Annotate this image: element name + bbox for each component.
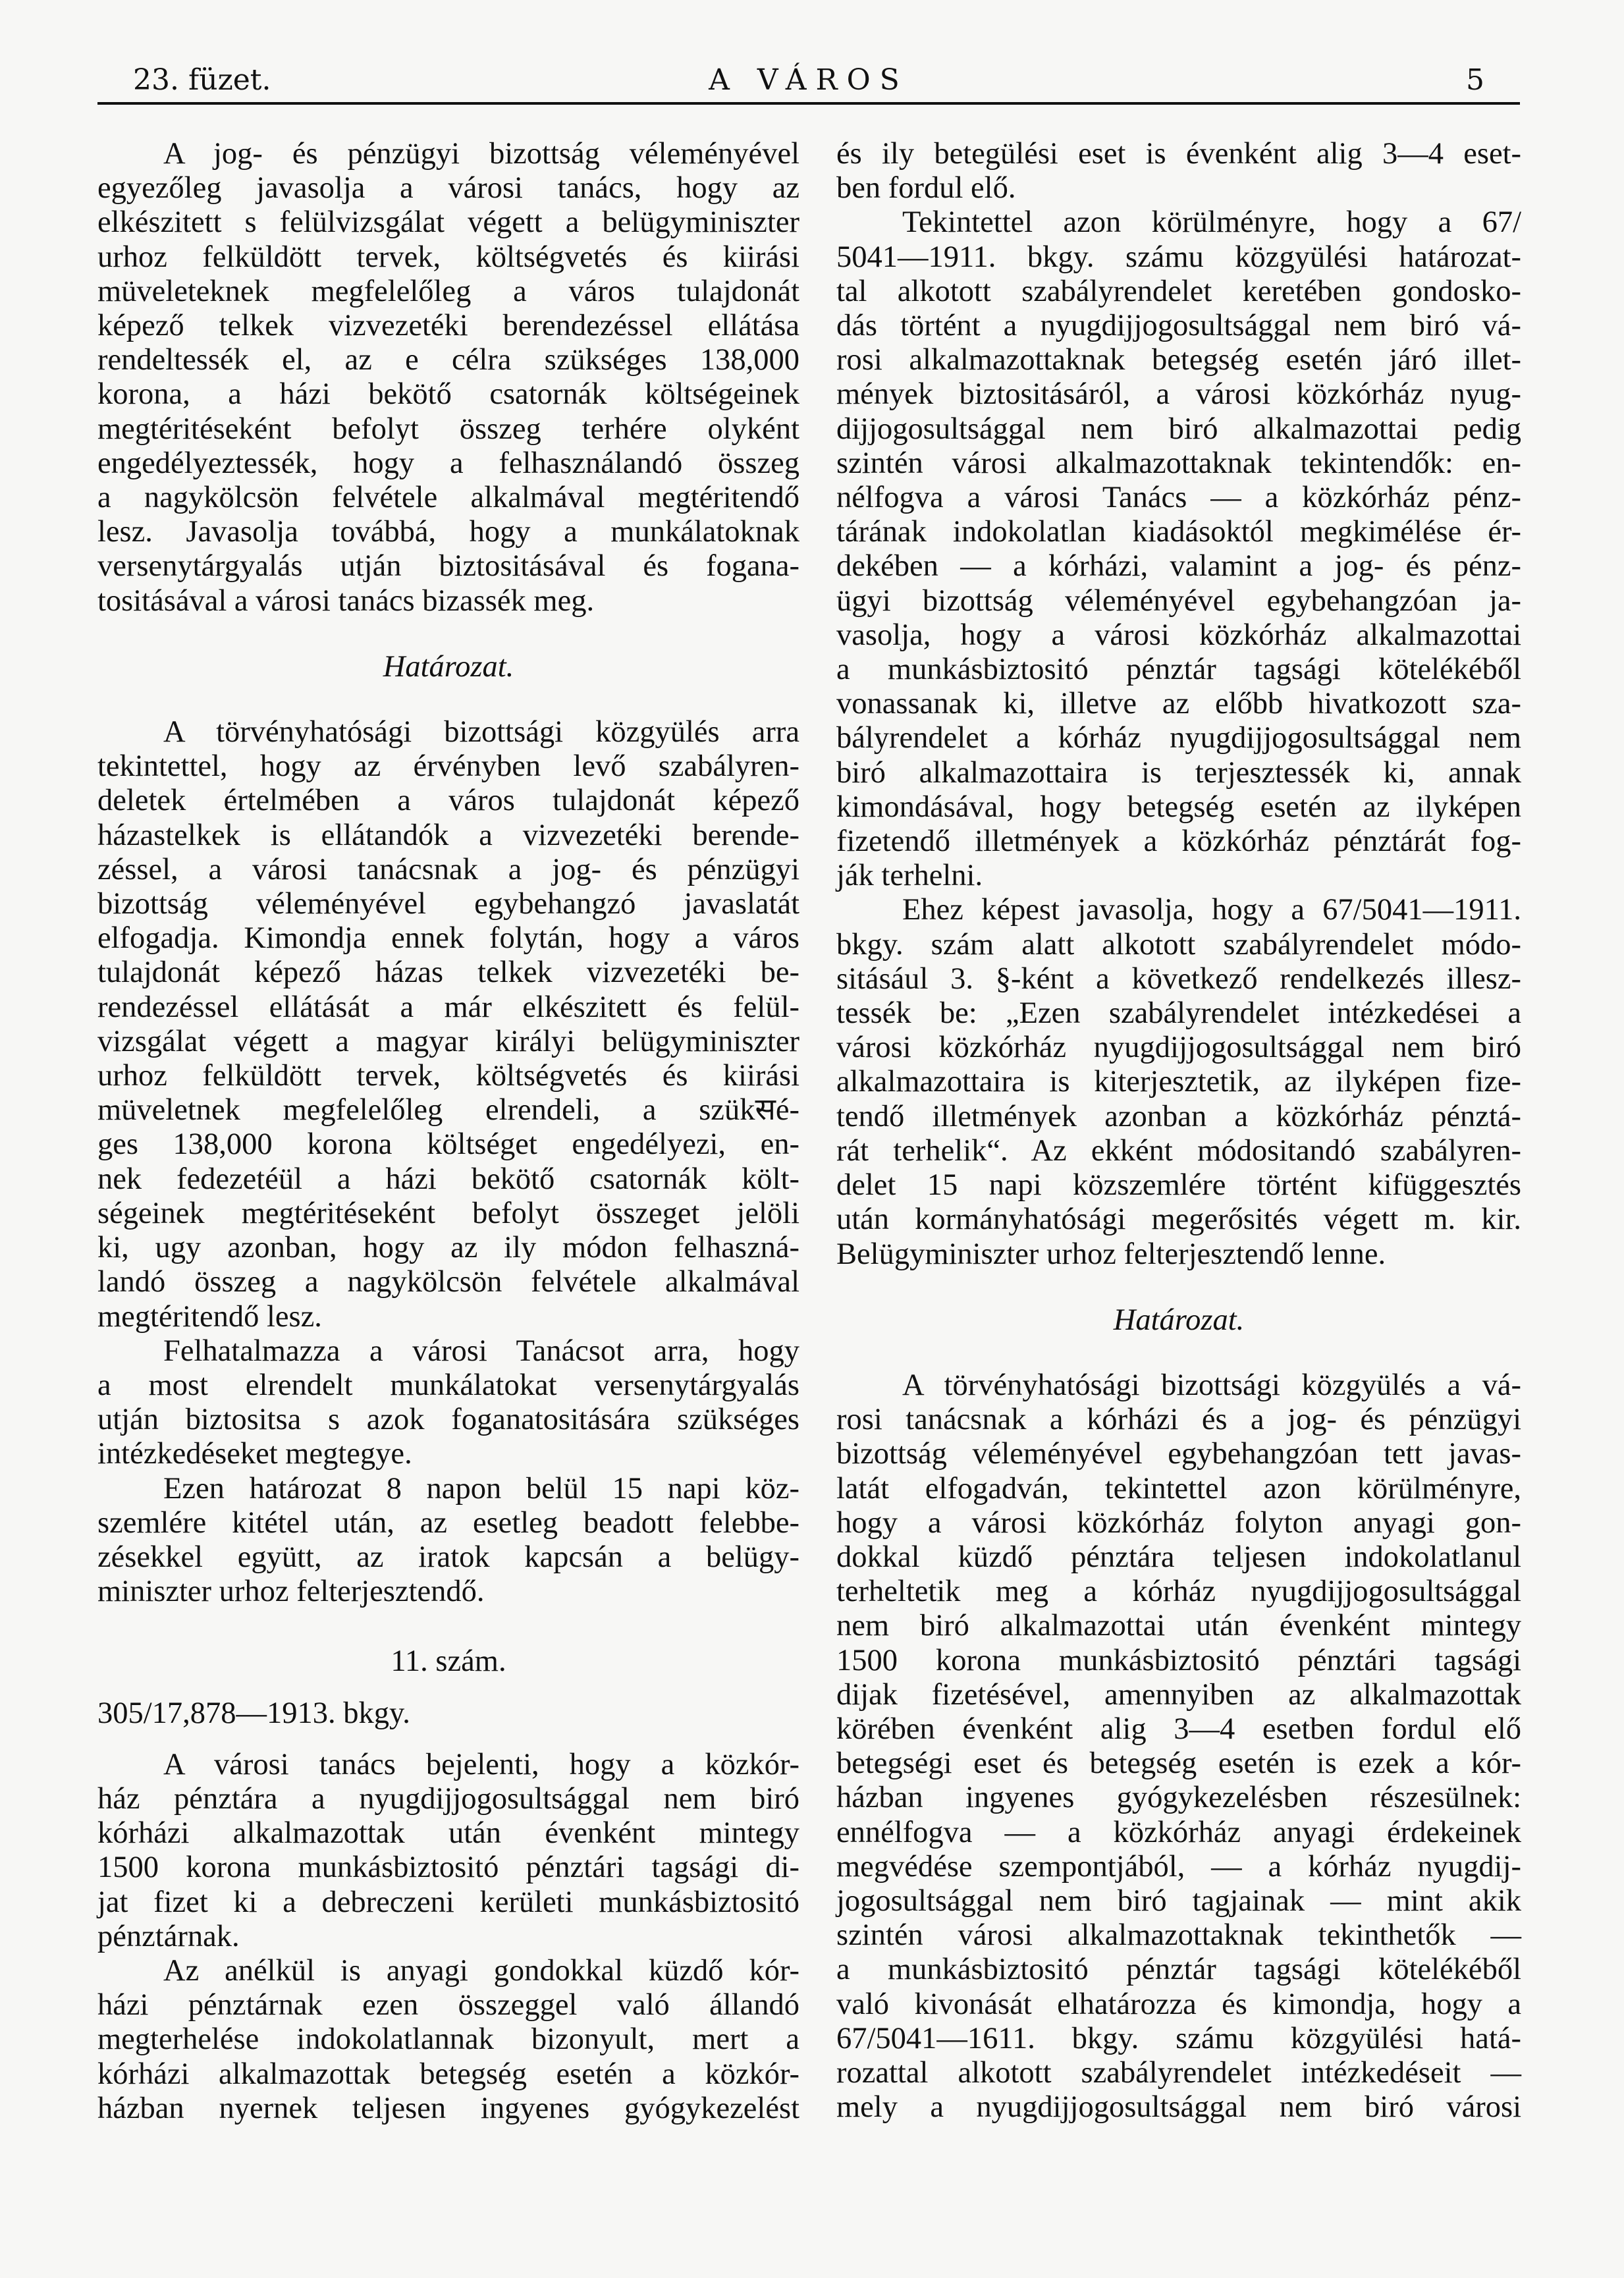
header-rule [97,102,1520,105]
text-line: latát elfogadván, tekintettel azon körülményre, [836,1471,1521,1505]
text-line: ségeinek megtéritéseként befolyt összeget jelöli [97,1196,799,1230]
text-line: dijjogosultsággal nem biró alkalmazottai pedig [836,412,1521,446]
text-line: bkgy. szám alatt alkotott szabályrendelet módo- [836,927,1521,962]
text-line: korona, a házi bekötő csatornák költségeinek [97,377,799,412]
text-line: landó összeg a nagykölcsön felvétele alkalmával [97,1265,799,1299]
text-line: bályrendelet a kórház nyugdijjogosultsággal nem [836,721,1521,755]
text-line: Ezen határozat 8 napon belül 15 napi köz- [163,1471,799,1505]
text-line: a munkásbiztositó pénztár tagsági kötelékéből [836,653,1521,687]
text-line: nélfogva a városi Tanács — a közkórház pénz- [836,481,1521,515]
text-line: képező telkek vizvezetéki berendezéssel ellátása [97,309,799,343]
text-line: ennélfogva — a közkórház anyagi érdekeinek [836,1815,1521,1849]
paragraph [836,1369,1521,2125]
text-line: dokkal küzdő pénztára teljesen indokolatlanul [836,1540,1521,1574]
paragraph [836,893,1521,1271]
text-line: kórházi alkalmazottak után évenként mintegy [97,1816,799,1851]
right-column [836,137,1521,2125]
text-line: dekében — a kórházi, valamint a jog- és pénz- [836,549,1521,583]
text-line: körében évenként alig 3—4 esetben fordul elő [836,1712,1521,1746]
text-line: a nagykölcsön felvétele alkalmával megtéritendő [97,481,799,515]
text-line: delet 15 napi közszemlére történt kifüggesztés [836,1168,1521,1203]
item-number-heading: 11. szám. [391,1644,506,1679]
text-line: sitásául 3. §-ként a következő rendelkezés illesz- [836,962,1521,996]
text-line: 1500 korona munkásbiztositó pénztári tagsági di- [97,1851,799,1885]
text-line: a most elrendelt munkálatokat versenytárgyalás [97,1368,799,1402]
text-line: mények biztositásáról, a városi közkórház nyug- [836,377,1521,412]
section-heading-hatarozat: Határozat. [383,649,514,684]
text-line: megterhelése indokolatlannak bizonyult, mert a [97,2022,799,2057]
text-line: nek fedezetéül a házi bekötő csatornák költ- [97,1162,799,1196]
text-line: alkalmazottaira is kiterjesztetik, az ilyképen fize- [836,1065,1521,1099]
paragraph [836,205,1521,893]
text-line: tekintettel, hogy az érvényben levő szabályren- [97,749,799,784]
text-line: rosi alkalmazottaknak betegség esetén járó illet- [836,343,1521,377]
text-line: Ehez képest javasolja, hogy a 67/5041—1911. [902,893,1521,927]
text-line: pénztárnak. [97,1919,240,1953]
text-line: szintén városi alkalmazottaknak tekinthetők — [836,1918,1521,1953]
text-line: 5041—1911. bkgy. számu közgyülési határozat- [836,240,1521,274]
text-line: A jog- és pénzügyi bizottság véleményével [163,137,799,171]
text-line: fizetendő illetmények a közkórház pénztárát fog- [836,825,1521,859]
text-line: rozattal alkotott szabályrendelet intézkedéseit — [836,2055,1521,2090]
paragraph [97,1748,799,1954]
text-line: Felhatalmazza a városi Tanácsot arra, hogy [163,1334,799,1368]
text-line: városi közkórház nyugdijjogosultsággal nem biró [836,1031,1521,1065]
page-number: 5 [1466,63,1484,97]
text-line: jogosultsággal nem biró tagjainak — mint akik [836,1884,1521,1918]
text-line: tessék be: „Ezen szabályrendelet intézkedései a [836,996,1521,1031]
text-line: házastelkek is ellátandók a vizvezetéki berende- [97,818,799,852]
text-line: Belügyminiszter urhoz felterjesztendő lenne. [836,1237,1386,1271]
text-line: A városi tanács bejelenti, hogy a közkór- [163,1747,799,1781]
text-line: való kivonását elhatározza és kimondja, hogy a [836,1987,1521,2021]
text-line: kimondásával, hogy betegség esetén az ilyképen [836,790,1521,824]
text-line: ügyi bizottság véleményével egybehangzóan ja- [836,583,1521,618]
text-line: után kormányhatósági megerősités végett m. kir. [836,1203,1521,1237]
text-line: tositásával a városi tanács bizassék meg. [97,583,595,618]
text-line: szemlére kitétel után, az esetleg beadott felebbe- [97,1505,799,1540]
text-line: házban nyernek teljesen ingyenes gyógykezelést [97,2091,799,2125]
text-line: urhoz felküldött tervek, költségvetés és kiirási [97,1059,799,1093]
text-line: házi pénztárnak ezen összeggel való állandó [97,1988,799,2022]
text-line: tárának indokolatlan kiadásoktól megkimélése ér- [836,515,1521,549]
text-line: utján biztositsa s azok foganatositására szükséges [97,1403,799,1437]
text-line: A törvényhatósági bizottsági közgyülés a vá- [902,1368,1521,1402]
text-line: Az anélkül is anyagi gondokkal küzdő kór- [163,1953,799,1988]
text-line: terheltetik meg a kórház nyugdijjogosultsággal [836,1575,1521,1609]
text-line: ki, ugy azonban, hogy az ily módon felhaszná- [97,1231,799,1265]
text-line: dás történt a nyugdijjogosultsággal nem biró vá- [836,309,1521,343]
text-line: és ily betegülési eset is évenként alig 3—4 eset- [836,137,1521,171]
text-line: jat fizet ki a debreczeni kerületi munkásbiztositó [97,1885,799,1919]
text-line: bizottság véleményével egybehangzó javaslatát [97,887,799,921]
text-line: megtéritendő lesz. [97,1299,322,1334]
section-heading-hatarozat: Határozat. [1113,1303,1245,1337]
text-line: elkészitett s felülvizsgálat végett a belügyminiszter [97,205,799,240]
text-line: zéssel, a városi tanácsnak a jog- és pénzügyi [97,852,799,886]
text-line: intézkedéseket megtegye. [97,1437,412,1471]
text-line: müveleteknek megfelelőleg a város tulajdonát [97,274,799,308]
paragraph-continued [836,137,1521,205]
text-line: betegségi eset és betegség esetén is ezek a kór- [836,1747,1521,1781]
text-line: biró alkalmazottaira is terjesztessék ki, annak [836,755,1521,790]
text-line: rát terhelik“. Az ekként módositandó szabályren- [836,1133,1521,1168]
text-line: 1500 korona munkásbiztositó pénztári tagsági [836,1643,1521,1677]
text-line: tendő illetmények azonban a közkórház pénztá- [836,1099,1521,1133]
text-line: ben fordul elő. [836,171,1016,205]
paragraph [97,715,799,1334]
text-line: 67/5041—1611. bkgy. számu közgyülési hatá- [836,2021,1521,2055]
paragraph [97,1334,799,1472]
text-line: rendezéssel ellátását a már elkészitett és felül- [97,990,799,1024]
publication-title: A VÁROS [709,63,909,97]
text-line: hogy a városi közkórház folyton anyagi gon- [836,1505,1521,1540]
text-line: vasolja, hogy a városi közkórház alkalmazottai [836,618,1521,652]
text-line: ják terhelni. [836,859,983,893]
text-line: rosi tanácsnak a kórházi és a jog- és pénzügyi [836,1403,1521,1437]
text-line: szintén városi alkalmazottaknak tekintendők: en- [836,446,1521,480]
text-line: A törvényhatósági bizottsági közgyülés arra [163,715,799,749]
text-line: urhoz felküldött tervek, költségvetés és kiirási [97,240,799,274]
reference-number: 305/17,878—1913. bkgy. [97,1696,410,1730]
issue-number: 23. füzet. [133,63,271,97]
text-line: Tekintettel azon körülményre, hogy a 67/ [902,205,1521,240]
left-column [97,137,799,2126]
text-line: tal alkotott szabályrendelet keretében gondosko- [836,274,1521,308]
text-line: dijak fizetésével, amennyiben az alkalmazottak [836,1677,1521,1712]
paragraph [97,137,799,618]
text-line: müveletnek megfelelőleg elrendeli, a szükसé- [97,1093,799,1127]
text-line: nem biró alkalmazottai után évenként mintegy [836,1609,1521,1643]
text-line: vizsgálat végett a magyar királyi belügyminiszter [97,1024,799,1058]
text-line: miniszter urhoz felterjesztendő. [97,1575,485,1609]
text-line: egyezőleg javasolja a városi tanács, hogy az [97,171,799,205]
text-line: versenytárgyalás utján biztositásával és fogana- [97,549,799,583]
paragraph [97,1472,799,1610]
text-line: rendeltessék el, az e célra szükséges 138,000 [97,343,799,377]
text-line: házban ingyenes gyógykezelésben részesülnek: [836,1781,1521,1815]
text-line: mely a nyugdijjogosultsággal nem biró városi [836,2090,1521,2125]
text-line: engedélyeztessék, hogy a felhasználandó összeg [97,446,799,480]
text-line: bizottság véleményével egybehangzóan tett javas- [836,1437,1521,1471]
text-line: megvédése szempontjából, — a kórház nyugdij- [836,1849,1521,1884]
text-line: kórházi alkalmazottak betegség esetén a közkór- [97,2057,799,2091]
text-line: megtéritéseként befolyt összeg terhére olyként [97,412,799,446]
text-line: lesz. Javasolja továbbá, hogy a munkálatoknak [97,515,799,549]
text-line: vonassanak ki, illetve az előbb hivatkozott sza- [836,687,1521,721]
text-line: ges 138,000 korona költséget engedélyezi, en- [97,1127,799,1162]
text-line: ház pénztára a nyugdijjogosultsággal nem biró [97,1781,799,1816]
running-header [97,53,1520,104]
text-line: a munkásbiztositó pénztár tagsági kötelékéből [836,1953,1521,1987]
text-line: zésekkel együtt, az iratok kapcsán a belügy- [97,1540,799,1574]
text-line: deletek értelmében a város tulajdonát képező [97,784,799,818]
text-line: tulajdonát képező házas telkek vizvezetéki be- [97,956,799,990]
text-line: elfogadja. Kimondja ennek folytán, hogy a város [97,921,799,956]
paragraph [97,1954,799,2126]
